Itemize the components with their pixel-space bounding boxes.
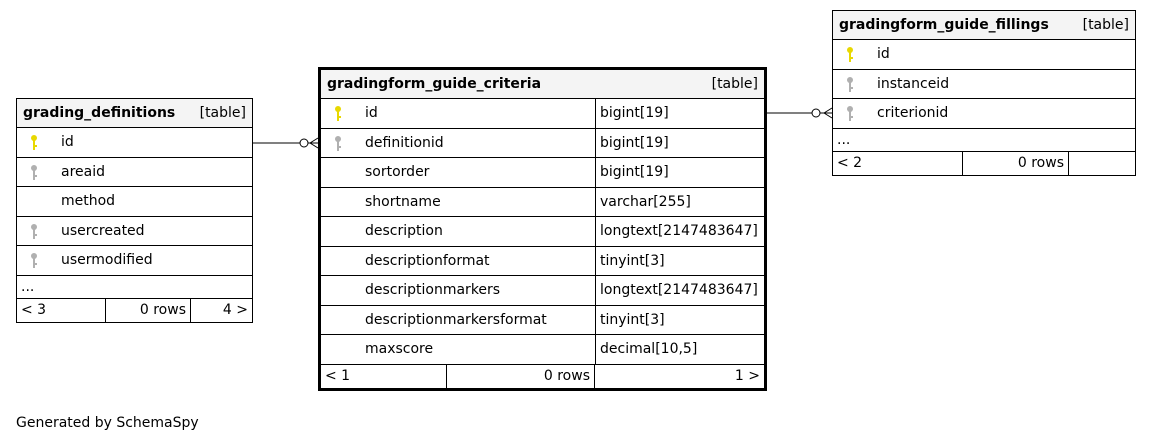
column-name: id [877,46,890,63]
column-type: decimal[10,5] [595,335,764,364]
column-type: longtext[2147483647] [595,217,764,246]
column-row[interactable] [17,187,252,217]
column-name: descriptionmarkersformat [365,311,547,328]
column-row[interactable] [17,128,252,158]
column-row[interactable] [321,99,764,129]
table-type: [table] [1082,17,1129,33]
table-footer [321,365,764,388]
primary-key-icon [333,105,343,123]
more-columns-ellipsis: ... [833,129,1135,152]
column-row[interactable] [17,246,252,276]
table-header [17,99,252,128]
foreign-key-icon [333,135,343,153]
primary-key-icon [29,134,39,152]
column-type: longtext[2147483647] [595,276,764,305]
column-type: tinyint[3] [595,306,764,335]
column-name: usercreated [61,222,145,239]
column-row[interactable] [321,188,764,218]
column-name: usermodified [61,252,153,269]
column-name: descriptionmarkers [365,282,501,299]
table-type: [table] [711,76,758,92]
parents-count[interactable]: < 2 [833,152,963,175]
column-row[interactable] [321,247,764,277]
column-name: maxscore [365,341,434,358]
table-name: grading_definitions [23,105,176,121]
column-name: areaid [61,163,105,180]
column-name: shortname [365,193,441,210]
foreign-key-icon [845,105,855,123]
row-count: 0 rows [963,152,1069,175]
foreign-key-icon [845,76,855,94]
column-type: varchar[255] [595,188,764,217]
column-row[interactable] [321,217,764,247]
table-gradingform-guide-criteria[interactable] [318,67,767,391]
table-gradingform-guide-fillings[interactable] [832,10,1136,176]
column-name: instanceid [877,75,950,92]
column-type: tinyint[3] [595,247,764,276]
column-row[interactable] [17,217,252,247]
column-name: criterionid [877,105,949,122]
foreign-key-icon [29,252,39,270]
row-count: 0 rows [106,299,191,322]
table-header [833,11,1135,40]
relationship-definitions-criteria [253,138,318,148]
relationship-criteria-fillings [766,108,832,118]
column-row[interactable] [833,70,1135,100]
column-name: id [365,105,378,122]
column-name: method [61,193,116,210]
column-name: id [61,134,74,151]
more-columns-ellipsis: ... [17,276,252,299]
table-type: [table] [199,105,246,121]
column-row[interactable] [321,158,764,188]
table-footer [833,152,1135,175]
row-count: 0 rows [447,365,595,388]
column-name: definitionid [365,134,444,151]
foreign-key-icon [29,223,39,241]
column-row[interactable] [833,40,1135,70]
column-row[interactable] [17,158,252,188]
parents-count[interactable]: < 1 [321,365,447,388]
children-count[interactable] [1069,152,1135,175]
children-count[interactable]: 1 > [734,368,760,384]
table-footer [17,299,252,322]
column-name: sortorder [365,164,430,181]
column-type: bigint[19] [595,129,764,158]
table-name: gradingform_guide_fillings [839,17,1049,33]
column-type: bigint[19] [595,99,764,128]
children-count[interactable]: 4 > [222,302,248,318]
column-name: descriptionformat [365,252,490,269]
table-grading-definitions[interactable] [16,98,253,323]
column-row[interactable] [321,276,764,306]
column-row[interactable] [833,99,1135,129]
foreign-key-icon [29,164,39,182]
generated-by-label: Generated by SchemaSpy [16,415,199,431]
table-name: gradingform_guide_criteria [327,76,542,92]
column-type: bigint[19] [595,158,764,187]
column-row[interactable] [321,335,764,365]
column-name: description [365,223,443,240]
parents-count[interactable]: < 3 [17,299,106,322]
column-row[interactable] [321,306,764,336]
primary-key-icon [845,46,855,64]
table-header [321,70,764,99]
column-row[interactable] [321,129,764,159]
